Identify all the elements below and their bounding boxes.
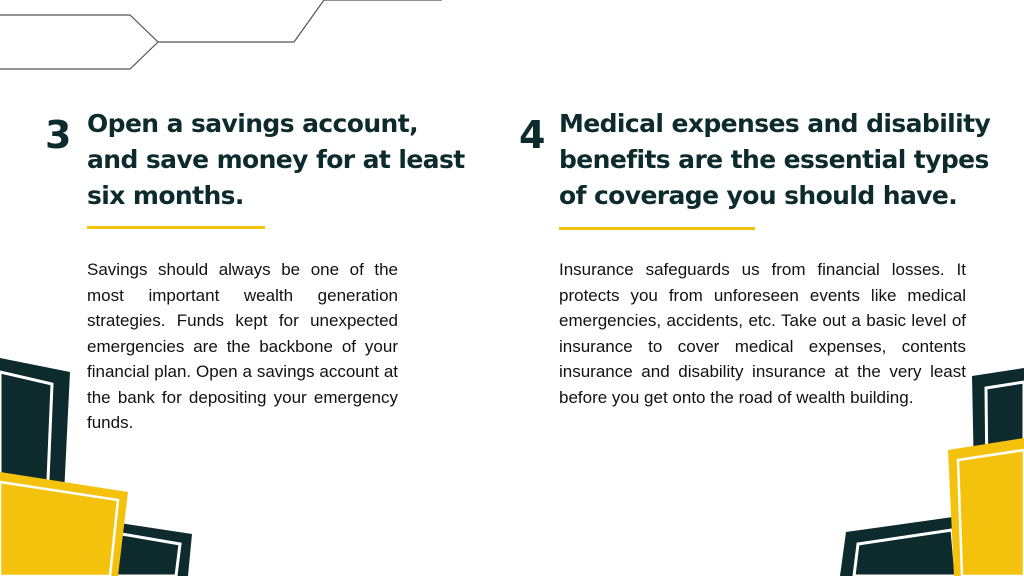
- point-3-underline: [87, 226, 265, 229]
- point-4-heading: Medical expenses and disability benefits are the essential types of coverage you should have.: [559, 109, 991, 210]
- point-3-number: 3: [45, 113, 72, 157]
- top-line-outline: [158, 0, 324, 42]
- point-4-number: 4: [519, 113, 546, 157]
- point-4-underline: [559, 227, 755, 230]
- point-4-body: Insurance safeguards us from financial losses. It protects you from unforeseen events like medical emergencies, accidents, etc. Take out a basic level of insurance to cover medical expenses, contents insurance and disability insurance at the very least before you get onto the road of wealth building.: [559, 260, 966, 407]
- top-arrow-outline: [0, 15, 158, 69]
- point-3-body: Savings should always be one of the most important wealth generation strategies. Funds kept for unexpected emergencies are the backbone of your financial plan. Open a savings account at the bank for depositing your emergency funds.: [87, 260, 398, 432]
- point-3-heading: Open a savings account, and save money for at least six months.: [87, 109, 465, 210]
